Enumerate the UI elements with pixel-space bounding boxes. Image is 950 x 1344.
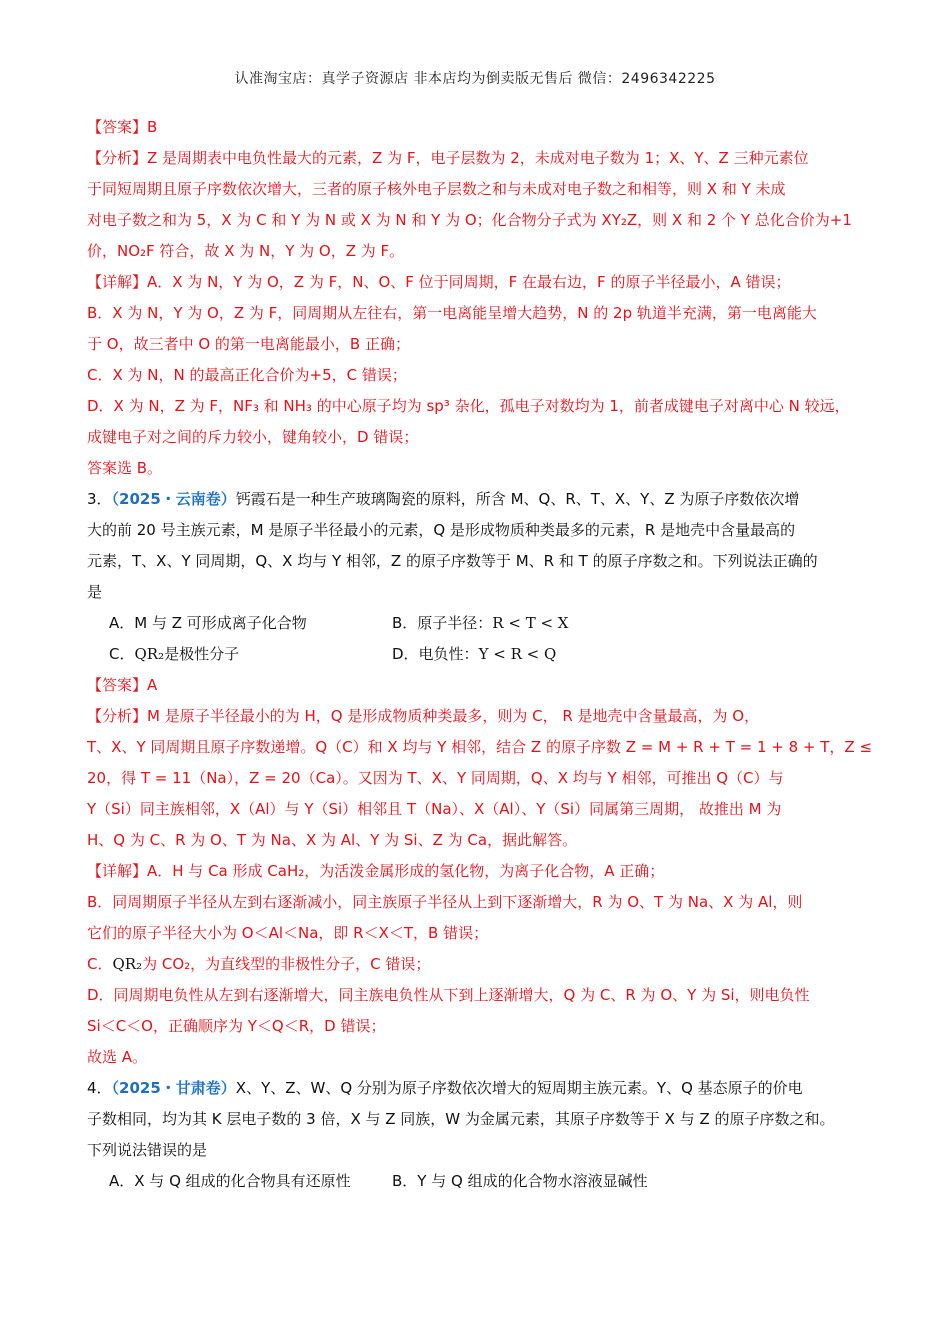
q2-detail-line: 成键电子对之间的斥力较小，键角较小，D 错误；	[87, 428, 419, 446]
q2-detail-line: B．X 为 N，Y 为 O，Z 为 F，同周期从左往右，第一电离能呈增大趋势，N 的 2p 轨道半充满，第一电离能大	[87, 304, 817, 322]
q3-stem-first: 钙霞石是一种生产玻璃陶瓷的原料，所含 M、Q、R、T、X、Y、Z 为原子序数依次增	[235, 490, 800, 508]
q2-detail-line: 于 O，故三者中 O 的第一电离能最小，B 正确；	[87, 335, 410, 353]
q3-option-c-formula: QR₂	[134, 645, 165, 663]
q2-analysis-line: 于同短周期且原子序数依次增大，三者的原子核外电子层数之和与未成对电子数之和相等，则 X 和 Y 未成	[87, 180, 786, 198]
q3-options-row-2	[87, 639, 867, 670]
q2-detail-line: D．X 为 N，Z 为 F，NF₃ 和 NH₃ 的中心原子均为 sp³ 杂化，孤电子对数均为 1，前者成键电子对离中心 N 较远，	[87, 397, 850, 415]
q3-detail-line: Si＜C＜O，正确顺序为 Y＜Q＜R，D 错误；	[87, 1017, 386, 1035]
q4-number: 4．	[87, 1079, 112, 1097]
q3-answer: 【答案】A	[87, 676, 158, 694]
q2-detail-line: C．X 为 N，N 的最高正化合价为+5，C 错误；	[87, 366, 407, 384]
q2-analysis-line: 价，NO₂F 符合，故 X 为 N，Y 为 O，Z 为 F。	[87, 242, 405, 260]
q4-source: （2025・甘肃卷）	[111, 1079, 236, 1097]
q4-stem-line: 子数相同，均为其 K 层电子数的 3 倍，X 与 Z 同族，W 为金属元素，其原子序数等于 X 与 Z 的原子序数之和。	[87, 1110, 835, 1128]
q3-option-d: D．电负性：Y < R < Q	[392, 645, 557, 663]
document-body	[87, 112, 873, 1197]
q2-analysis-line: 对电子数之和为 5，X 为 C 和 Y 为 N 或 X 为 N 和 Y 为 O；化合物分子式为 XY₂Z，则 X 和 2 个 Y 总化合价为+1	[87, 211, 852, 229]
q3-analysis-line: H、Q 为 C、R 为 O、T 为 Na、X 为 Al、Y 为 Si、Z 为 Ca，据此解答。	[87, 831, 578, 849]
q3-detail-line: B．同周期原子半径从左到右逐渐减小，同主族原子半径从上到下逐渐增大，R 为 O、T 为 Na、X 为 Al，则	[87, 893, 803, 911]
q3-detail-line: D．同周期电负性从左到右逐渐增大，同主族电负性从下到上逐渐增大，Q 为 C、R 为 O、Y 为 Si，则电负性	[87, 986, 810, 1004]
q3-number: 3．	[87, 490, 112, 508]
q4-stem-line: 下列说法错误的是	[87, 1141, 208, 1159]
q4-option-a: A．X 与 Q 组成的化合物具有还原性	[109, 1172, 351, 1190]
q3-analysis-line: Y（Si）同主族相邻，X（Al）与 Y（Si）相邻且 T（Na）、X（Al）、Y（Si）同属第三周期， 故推出 M 为	[87, 800, 782, 818]
q4-option-b: B．Y 与 Q 组成的化合物水溶液显碱性	[392, 1172, 648, 1190]
q4-options-row-1	[87, 1166, 867, 1197]
q3-detail-c-formula: QR₂	[112, 955, 143, 973]
q4-stem	[87, 1073, 867, 1104]
q3-conclusion: 故选 A。	[87, 1048, 148, 1066]
q3-detail-c: C．QR₂为 CO₂，为直线型的非极性分子，C 错误；	[87, 955, 431, 973]
q3-stem	[87, 484, 867, 515]
q3-source: （2025・云南卷）	[111, 490, 236, 508]
q3-analysis-line: T、X、Y 同周期且原子序数递增。Q（C）和 X 均与 Y 相邻，结合 Z 的原子序数 Z = M + R + T = 1 + 8 + T，Z ≤	[87, 738, 873, 756]
q3-analysis-line: 【分析】M 是原子半径最小的为 H，Q 是形成物质种类最多，则为 C， R 是地壳中含量最高，为 O，	[87, 707, 760, 725]
q2-analysis-line: 【分析】Z 是周期表中电负性最大的元素，Z 为 F，电子层数为 2，未成对电子数为 1；X、Y、Z 三种元素位	[87, 149, 809, 167]
q3-option-b-formula: R < T < X	[492, 614, 569, 632]
q3-detail-line: 它们的原子半径大小为 O＜Al＜Na，即 R＜X＜T，B 错误；	[87, 924, 489, 942]
q3-stem-line: 元素，T、X、Y 同周期，Q、X 均与 Y 相邻，Z 的原子序数等于 M、R 和 T 的原子序数之和。下列说法正确的	[87, 552, 818, 570]
q2-answer: 【答案】B	[87, 118, 158, 136]
q4-stem-first: X、Y、Z、W、Q 分别为原子序数依次增大的短周期主族元素。Y、Q 基态原子的价电	[235, 1079, 803, 1097]
page-header: 认准淘宝店：真学子资源店 非本店均为倒卖版无售后 微信：2496342225	[234, 71, 716, 87]
q3-stem-line: 是	[87, 583, 103, 601]
q3-analysis-line: 20，得 T = 11（Na），Z = 20（Ca）。又因为 T、X、Y 同周期，Q、X 均与 Y 相邻，可推出 Q（C）与	[87, 769, 784, 787]
q3-option-a: A．M 与 Z 可形成离子化合物	[109, 614, 307, 632]
q3-option-b: B．原子半径：R < T < X	[392, 614, 569, 632]
q2-detail-line: 【详解】A．X 为 N，Y 为 O，Z 为 F，N、O、F 位于同周期，F 在最右边，F 的原子半径最小，A 错误；	[87, 273, 791, 291]
q2-conclusion: 答案选 B。	[87, 459, 163, 477]
q3-option-c: C．QR₂是极性分子	[109, 645, 240, 663]
q3-stem-line: 大的前 20 号主族元素，M 是原子半径最小的元素，Q 是形成物质种类最多的元素，R 是地壳中含量最高的	[87, 521, 796, 539]
q3-detail-line: 【详解】A．H 与 Ca 形成 CaH₂，为活泼金属形成的氢化物，为离子化合物，A 正确；	[87, 862, 665, 880]
q3-option-d-formula: Y < R < Q	[478, 645, 557, 663]
q3-options-row-1	[87, 608, 867, 639]
